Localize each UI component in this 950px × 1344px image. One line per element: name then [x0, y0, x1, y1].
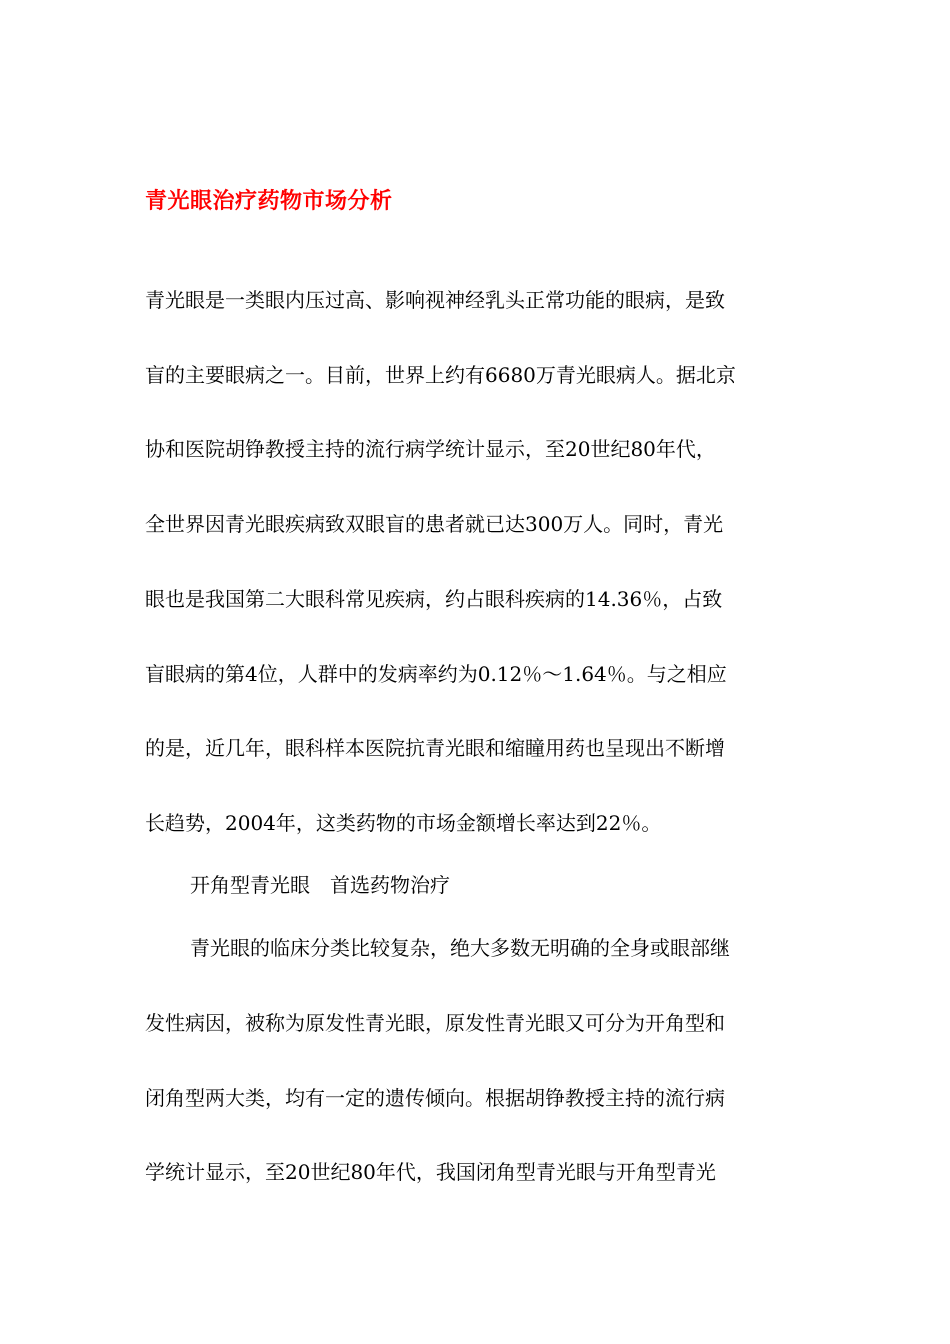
paragraph-1-line-2: 盲的主要眼病之一。目前，世界上约有6680万青光眼病人。据北京	[145, 363, 736, 387]
paragraph-1-line-8: 长趋势，2004年，这类药物的市场金额增长率达到22％。	[145, 811, 662, 835]
paragraph-1-line-1: 青光眼是一类眼内压过高、影响视神经乳头正常功能的眼病，是致	[145, 288, 725, 312]
paragraph-2-line-3: 闭角型两大类，均有一定的遗传倾向。根据胡铮教授主持的流行病	[145, 1086, 725, 1110]
document-title: 青光眼治疗药物市场分析	[145, 188, 393, 214]
paragraph-1-line-7: 的是，近几年，眼科样本医院抗青光眼和缩瞳用药也呈现出不断增	[145, 736, 725, 760]
paragraph-2-line-1: 青光眼的临床分类比较复杂，绝大多数无明确的全身或眼部继	[190, 936, 730, 960]
paragraph-1-line-6: 盲眼病的第4位，人群中的发病率约为0.12％～1.64％。与之相应	[145, 662, 727, 686]
section-heading: 开角型青光眼 首选药物治疗	[190, 873, 450, 897]
paragraph-1-line-4: 全世界因青光眼疾病致双眼盲的患者就已达300万人。同时，青光	[145, 512, 724, 536]
paragraph-2-line-2: 发性病因，被称为原发性青光眼，原发性青光眼又可分为开角型和	[145, 1011, 725, 1035]
paragraph-1-line-5: 眼也是我国第二大眼科常见疾病，约占眼科疾病的14.36％，占致	[145, 587, 723, 611]
paragraph-1-line-3: 协和医院胡铮教授主持的流行病学统计显示，至20世纪80年代，	[145, 437, 716, 461]
paragraph-2-line-4: 学统计显示，至20世纪80年代，我国闭角型青光眼与开角型青光	[145, 1160, 716, 1184]
